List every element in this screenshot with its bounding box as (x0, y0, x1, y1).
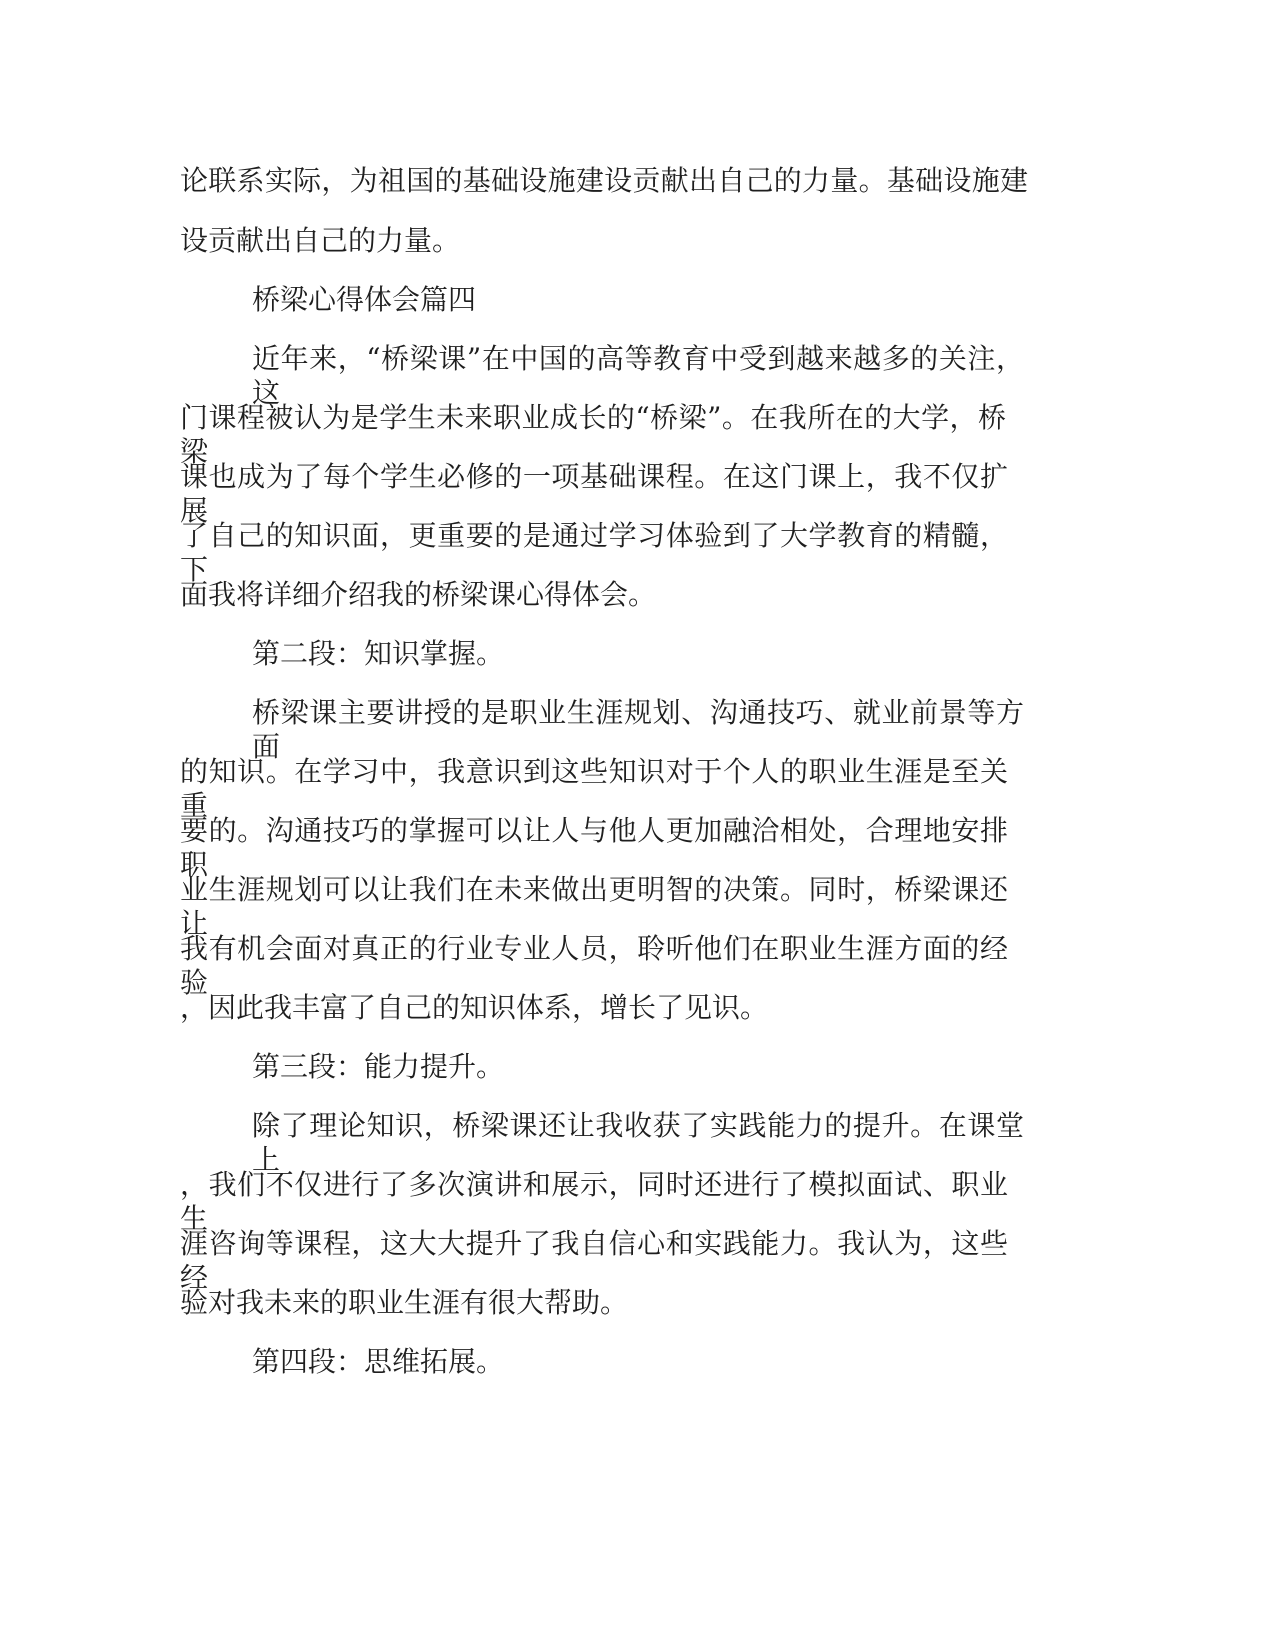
paragraph-line: 除了理论知识，桥梁课还让我收获了实践能力的提升。在课堂上 (252, 1109, 1024, 1176)
section-heading: 第二段：知识掌握。 (252, 637, 505, 670)
paragraph-line: ，因此我丰富了自己的知识体系，增长了见识。 (180, 991, 769, 1024)
paragraph-line: 我有机会面对真正的行业专业人员，聆听他们在职业生涯方面的经验 (180, 932, 1008, 999)
section-heading: 第四段：思维拓展。 (252, 1345, 505, 1378)
paragraph-line: 桥梁课主要讲授的是职业生涯规划、沟通技巧、就业前景等方面 (252, 696, 1024, 763)
paragraph-line: 论联系实际，为祖国的基础设施建设贡献出自己的力量。基础设施建 (180, 164, 1028, 197)
paragraph-line: 业生涯规划可以让我们在未来做出更明智的决策。同时，桥梁课还让 (180, 873, 1008, 940)
paragraph-line: 近年来，“桥梁课”在中国的高等教育中受到越来越多的关注，这 (252, 342, 1024, 409)
section-heading: 桥梁心得体会篇四 (252, 283, 477, 316)
paragraph-line: 涯咨询等课程，这大大提升了我自信心和实践能力。我认为，这些经 (180, 1227, 1008, 1294)
paragraph-line: 验对我未来的职业生涯有很大帮助。 (180, 1286, 629, 1319)
paragraph-line: 了自己的知识面，更重要的是通过学习体验到了大学教育的精髓，下 (180, 519, 1008, 586)
paragraph-line: ，我们不仅进行了多次演讲和展示，同时还进行了模拟面试、职业生 (180, 1168, 1008, 1235)
paragraph-line: 面我将详细介绍我的桥梁课心得体会。 (180, 578, 657, 611)
paragraph-line: 课也成为了每个学生必修的一项基础课程。在这门课上，我不仅扩展 (180, 460, 1008, 527)
section-heading: 第三段：能力提升。 (252, 1050, 505, 1083)
paragraph-line: 门课程被认为是学生未来职业成长的“桥梁”。在我所在的大学，桥梁 (180, 401, 1006, 468)
paragraph-line: 设贡献出自己的力量。 (180, 224, 461, 257)
paragraph-line: 要的。沟通技巧的掌握可以让人与他人更加融洽相处，合理地安排职 (180, 814, 1008, 881)
paragraph-line: 的知识。在学习中，我意识到这些知识对于个人的职业生涯是至关重 (180, 755, 1008, 822)
